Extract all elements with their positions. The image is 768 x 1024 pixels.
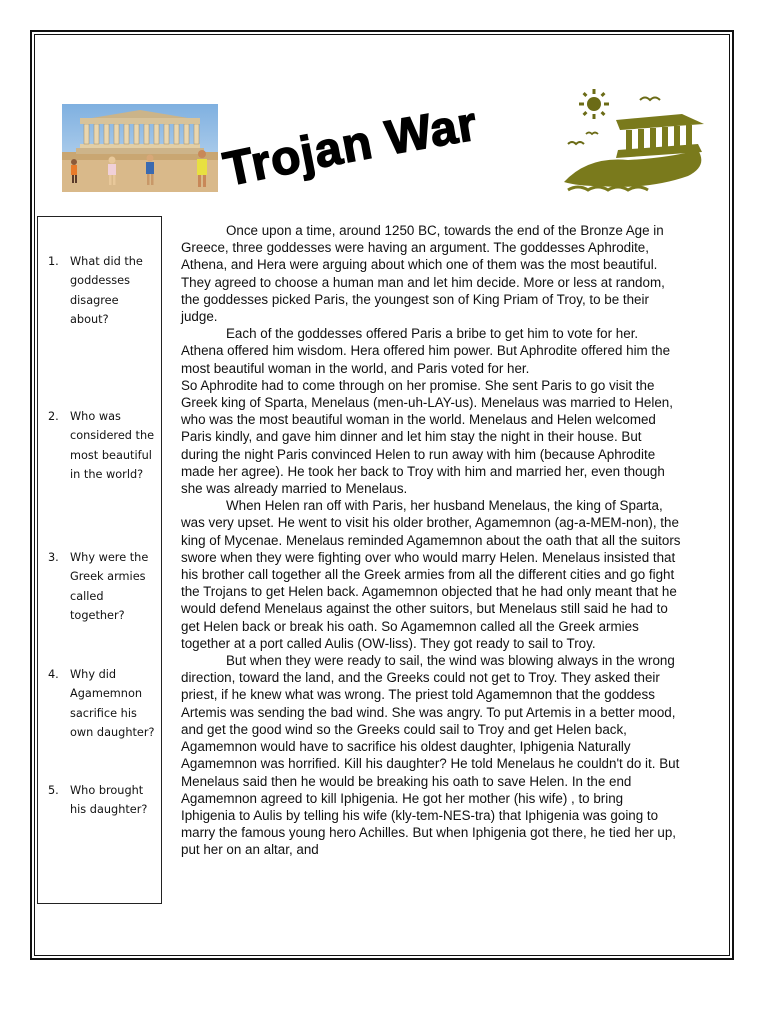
question-item — [46, 548, 156, 626]
questions-sidebar — [37, 216, 162, 904]
question-number: 5. — [48, 784, 59, 797]
page-title — [220, 104, 580, 194]
question-text: Why were the Greek armies called together? — [70, 551, 149, 623]
question-number: 3. — [48, 551, 59, 564]
question-item — [46, 665, 156, 743]
question-number: 2. — [48, 410, 59, 423]
question-text: Who brought his daughter? — [70, 784, 148, 817]
temple-island-sun-icon — [558, 86, 708, 196]
story-text — [181, 222, 681, 859]
question-text: Why did Agamemnon sacrifice his own daughter? — [70, 668, 155, 740]
story-paragraph: Once upon a time, around 1250 BC, towards the end of the Bronze Age in Greece, three goddesses were having an argument. The goddesses Aphrodite, Athena, and Hera were arguing about which one of them was the most beautiful. They agreed to choose a human man and let him decide. More or less at random, the goddesses picked Paris, the youngest son of King Priam of Troy, to be their judge. — [181, 223, 665, 325]
question-text: Who was considered the most beautiful in the world? — [70, 410, 155, 482]
svg-text:Trojan War: Trojan War — [220, 104, 482, 194]
question-item — [46, 407, 156, 485]
question-item — [46, 252, 156, 330]
story-paragraph: So Aphrodite had to come through on her promise. She sent Paris to go visit the Greek king of Sparta, Menelaus (men-uh-LAY-us). Menelaus was married to Helen, who was the most beautiful woman in the world. Menelaus and Helen welcomed Paris kindly, and gave him dinner and let him stay the night in their house. But during the night Paris convinced Helen to run away with him (because Aphrodite made her agree). He took her back to Troy with him and married her, even though she was already married to Menelaus. — [181, 377, 673, 497]
question-item — [46, 781, 156, 820]
parthenon-photo-icon — [62, 104, 218, 192]
question-number: 4. — [48, 668, 59, 681]
question-text: What did the goddesses disagree about? — [70, 255, 143, 327]
story-paragraph: Each of the goddesses offered Paris a bribe to get him to vote for her. Athena offered him wisdom. Hera offered him power. But Aphrodite offered him the most beautiful woman in the world, and Paris voted for her. — [181, 326, 671, 376]
question-number: 1. — [48, 255, 59, 268]
story-paragraph: But when they were ready to sail, the wind was blowing always in the wrong direction, toward the land, and the Greeks could not get to Troy. They asked their priest, if he knew what was wrong. The priest told Agamemnon that the goddess Artemis was sending the bad wind. She was angry. To put Artemis in a better mood, and get the good wind so the Greeks could sail to Troy and get Helen back, Agamemnon would have to sacrifice his oldest daughter, Iphigenia Naturally Agamemnon was horrified. Kill his daughter? He told Menelaus he couldn't do it. But Menelaus said then he would be breaking his oath to save Helen. In the end Agamemnon agreed to kill Iphigenia. He got her mother (his wife) , to bring Iphigenia to Aulis by telling his wife (kly-tem-NES-tra) that Iphigenia was going to marry the famous young hero Achilles. But when Iphigenia got there, he tied her up, put her on an altar, and — [181, 653, 680, 858]
story-paragraph: When Helen ran off with Paris, her husband Menelaus, the king of Sparta, was very upset. He went to visit his older brother, Agamemnon (ag-a-MEM-non), the king of Mycenae. Menelaus reminded Agamemnon about the oath that all the suitors swore when they were fighting over who would marry Helen. Menelaus insisted that his brother call together all the Greek armies from all the different cities and go fight the Trojans to get Helen back. Agamemnon objected that he had only meant that he would defend Menelaus against the other suitors, but Menelaus still said he had to get Helen back or break his oath. So Agamemnon called all the Greek armies together at a port called Aulis (OW-liss). They got ready to sail to Troy. — [181, 498, 681, 651]
